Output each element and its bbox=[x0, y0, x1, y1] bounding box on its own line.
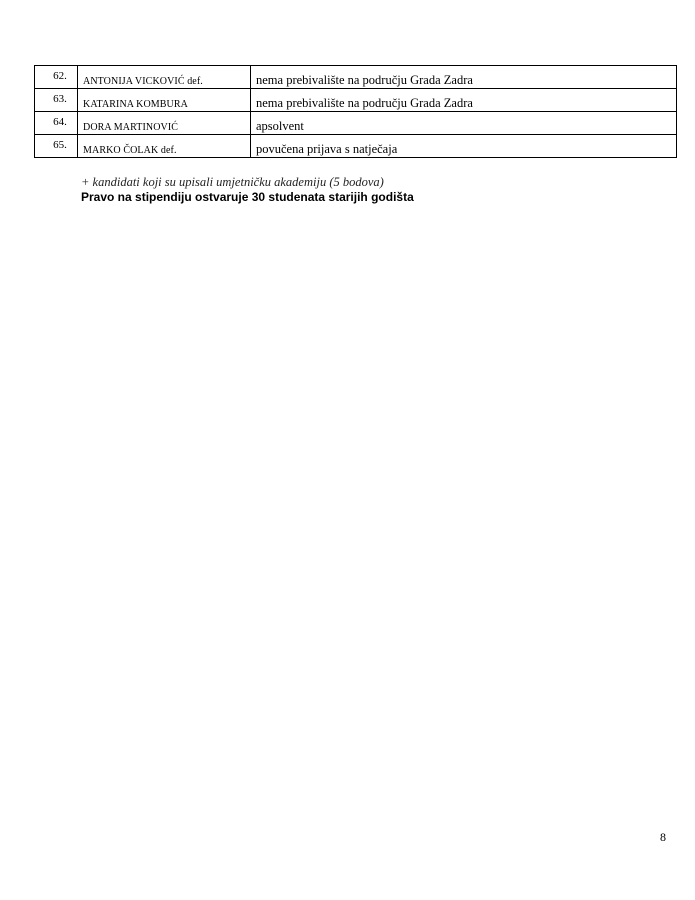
candidate-name-cell bbox=[78, 112, 251, 135]
scholarship-statement: Pravo na stipendiju ostvaruje 30 studenata starijih godišta bbox=[81, 190, 414, 204]
reason-cell bbox=[251, 66, 677, 89]
page-number: 8 bbox=[660, 830, 666, 844]
candidate-name: DORA MARTINOVIĆ bbox=[83, 122, 179, 133]
reason-text: nema prebivalište na području Grada Zadra bbox=[256, 73, 473, 87]
candidate-name: ANTONIJA VICKOVIĆ def. bbox=[83, 76, 203, 87]
table-row bbox=[35, 112, 677, 135]
row-number: 64. bbox=[53, 116, 67, 128]
candidate-name: MARKO ČOLAK def. bbox=[83, 145, 177, 156]
candidate-name: KATARINA KOMBURA bbox=[83, 99, 188, 110]
reason-text: apsolvent bbox=[256, 119, 304, 133]
candidate-name-cell bbox=[78, 135, 251, 158]
reason-text: nema prebivalište na području Grada Zadra bbox=[256, 96, 473, 110]
row-number-cell bbox=[35, 89, 78, 112]
reason-cell bbox=[251, 135, 677, 158]
reason-cell bbox=[251, 112, 677, 135]
row-number: 63. bbox=[53, 93, 67, 105]
row-number: 62. bbox=[53, 70, 67, 82]
reason-text: povučena prijava s natječaja bbox=[256, 142, 398, 156]
row-number-cell bbox=[35, 66, 78, 89]
row-number-cell bbox=[35, 112, 78, 135]
table-row bbox=[35, 66, 677, 89]
candidates-table bbox=[34, 65, 677, 158]
reason-cell bbox=[251, 89, 677, 112]
table-row bbox=[35, 135, 677, 158]
footnote-art-academy: + kandidati koji su upisali umjetničku akademiju (5 bodova) bbox=[81, 175, 384, 189]
candidate-name-cell bbox=[78, 66, 251, 89]
row-number: 65. bbox=[53, 139, 67, 151]
row-number-cell bbox=[35, 135, 78, 158]
table-row bbox=[35, 89, 677, 112]
candidate-name-cell bbox=[78, 89, 251, 112]
